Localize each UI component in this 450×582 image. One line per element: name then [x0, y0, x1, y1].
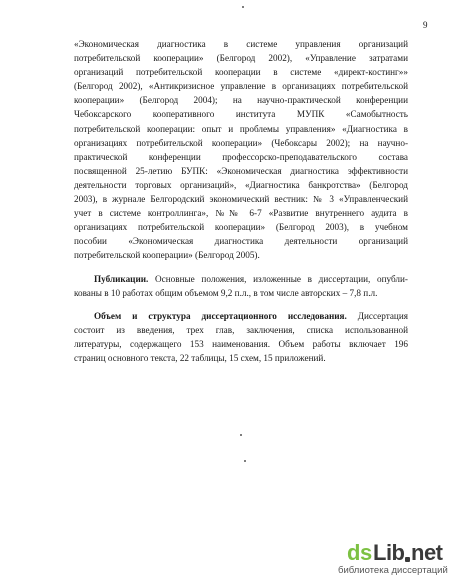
text-line: потребительской кооперации» (Белгород 2002), «Управление затратами	[74, 53, 408, 64]
dslib-watermark[interactable]	[338, 540, 448, 580]
text-line: организаций потребительской кооперации в системе «директ-костинг»»	[74, 67, 408, 78]
structure-heading: Объем и структура диссертационного исследования.	[94, 310, 347, 321]
text-line: (Белгород 2002), «Антикризисное управление в организациях потребительской	[74, 81, 408, 92]
scan-speck	[240, 434, 242, 436]
text-line: страниц основного текста, 22 таблицы, 15 схем, 15 приложений.	[74, 352, 326, 363]
text-line: литературы, содержащего 153 наименования. Объем работы включает 196	[74, 338, 408, 349]
text-line: кооперации» (Белгород 2004); на научно-практической конференции	[74, 95, 408, 106]
text-line: учет в системе контроллинга», №№ 6-7 «Развитие внутреннего аудита в	[74, 208, 408, 219]
dslib-logo-ds: ds	[347, 540, 372, 565]
scan-speck	[242, 6, 244, 8]
watermark-subtitle: библиотека диссертаций	[338, 565, 448, 576]
text-line: Чебоксарского кооперативного института МУПК «Самобытность	[74, 109, 408, 120]
dslib-logo-net: net	[411, 540, 443, 565]
text-line: практической конференции профессорско-преподавательского состава	[74, 151, 408, 162]
text-line: организациях потребительской кооперации» (Белгород 2003), в учебном	[74, 222, 408, 233]
publications-heading: Публикации.	[94, 273, 149, 284]
text-line: «Экономическая диагностика в системе управления организаций	[74, 39, 408, 49]
dslib-logo-dot	[405, 557, 410, 562]
text-line: пособии «Экономическая диагностика деятельности организаций	[74, 236, 408, 247]
body-text	[74, 37, 408, 365]
text-line: потребительской кооперации» (Белгород 2005).	[74, 250, 260, 261]
paragraph-gap	[74, 263, 408, 272]
publications-paragraph-first-line	[74, 272, 408, 286]
text-line: потребительской кооперации: опыт и проблемы управления» «Диагностика в	[74, 123, 408, 134]
structure-paragraph-first-line	[74, 309, 408, 323]
publications-text: Основные положения, изложенные в диссертации, опубли-	[148, 273, 408, 284]
text-line: организациях потребительской кооперации» (Чебоксары 2002); на научно-	[74, 137, 408, 148]
structure-text: Диссертация	[346, 310, 408, 321]
text-line: 2003), в журнале Белгородский экономический вестник: № 3 «Управленческий	[74, 194, 408, 205]
text-line: кованы в 10 работах общим объемом 9,2 п.л., в том числе авторских – 7,8 п.л.	[74, 287, 378, 298]
paragraph-gap	[74, 300, 408, 309]
text-line: посвященной 25-летию БУПК: «Экономическая диагностика эффективности	[74, 165, 408, 176]
text-line: состоит из введения, трех глав, заключения, списка использованной	[74, 324, 408, 335]
dslib-logo-lib: Lib	[373, 540, 405, 565]
text-line: деятельности торговых организаций», «Диагностика банкротства» (Белгород	[74, 179, 408, 190]
page-number: 9	[423, 20, 428, 30]
scan-speck	[244, 460, 246, 462]
